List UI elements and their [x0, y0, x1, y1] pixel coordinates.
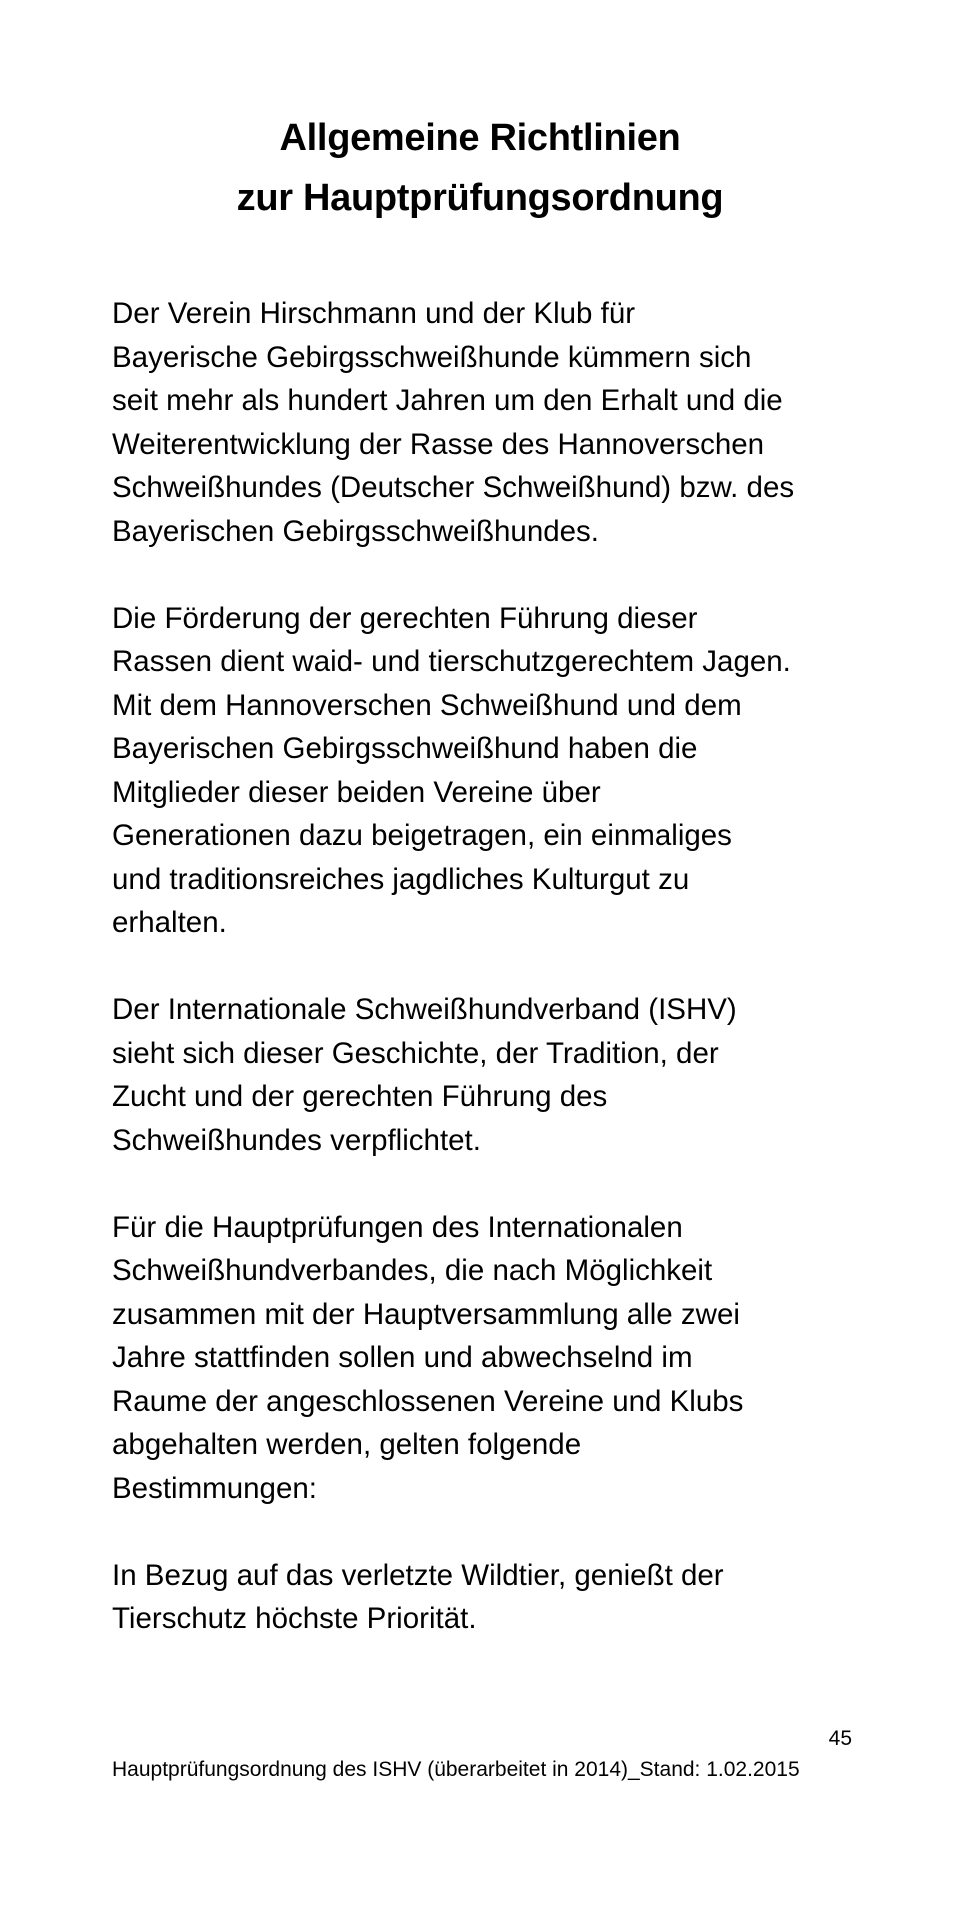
page-title [0, 108, 960, 228]
paragraph [112, 988, 872, 1162]
text-line: Die Förderung der gerechten Führung dieser [112, 601, 698, 635]
text-line: Mitglieder dieser beiden Vereine über [112, 775, 601, 809]
text-line: Bayerischen Gebirgsschweißhund haben die [112, 732, 698, 765]
text-line: In Bezug auf das verletzte Wildtier, genießt der [112, 1558, 724, 1592]
text-line: Generationen dazu beigetragen, ein einmaliges [112, 819, 732, 852]
text-line: Rassen dient waid- und tierschutzgerechtem Jagen. [112, 645, 791, 678]
footer-text: Hauptprüfungsordnung des ISHV (überarbeitet in 2014)_Stand: 1.02.2015 [112, 1758, 800, 1781]
text-line: Schweißhundes verpflichtet. [112, 1123, 481, 1157]
text-line: Weiterentwicklung der Rasse des Hannoverschen [112, 427, 765, 461]
text-line: Schweißhundverbandes, die nach Möglichkeit [112, 1254, 713, 1287]
text-line: Für die Hauptprüfungen des Internationalen [112, 1210, 683, 1244]
text-line: Raume der angeschlossenen Vereine und Klubs [112, 1384, 744, 1418]
paragraph [112, 597, 872, 945]
text-line: seit mehr als hundert Jahren um den Erhalt und die [112, 384, 783, 417]
text-line: sieht sich dieser Geschichte, der Tradition, der [112, 1036, 719, 1070]
text-line: Mit dem Hannoverschen Schweißhund und dem [112, 688, 742, 722]
paragraph [112, 1554, 872, 1641]
paragraph [112, 1206, 872, 1511]
text-line: Bestimmungen: [112, 1471, 317, 1505]
body-text [112, 292, 872, 1684]
text-line: Zucht und der gerechten Führung des [112, 1080, 608, 1113]
text-line: Der Internationale Schweißhundverband (ISHV) [112, 993, 737, 1026]
text-line: Bayerische Gebirgsschweißhunde kümmern sich [112, 340, 752, 374]
text-line: Tierschutz höchste Priorität. [112, 1602, 477, 1635]
text-line: erhalten. [112, 906, 227, 939]
text-line: und traditionsreiches jagdliches Kulturgut zu [112, 862, 690, 896]
title-line: Allgemeine Richtlinien [279, 117, 681, 159]
text-line: zusammen mit der Hauptversammlung alle zwei [112, 1297, 740, 1331]
paragraph [112, 292, 872, 553]
title-line: zur Hauptprüfungsordnung [236, 177, 724, 219]
text-line: Der Verein Hirschmann und der Klub für [112, 297, 636, 330]
text-line: Schweißhundes (Deutscher Schweißhund) bzw. des [112, 471, 795, 504]
page-number: 45 [828, 1727, 852, 1750]
text-line: abgehalten werden, gelten folgende [112, 1428, 582, 1461]
text-line: Jahre stattfinden sollen und abwechselnd im [112, 1341, 693, 1374]
text-line: Bayerischen Gebirgsschweißhundes. [112, 514, 599, 548]
